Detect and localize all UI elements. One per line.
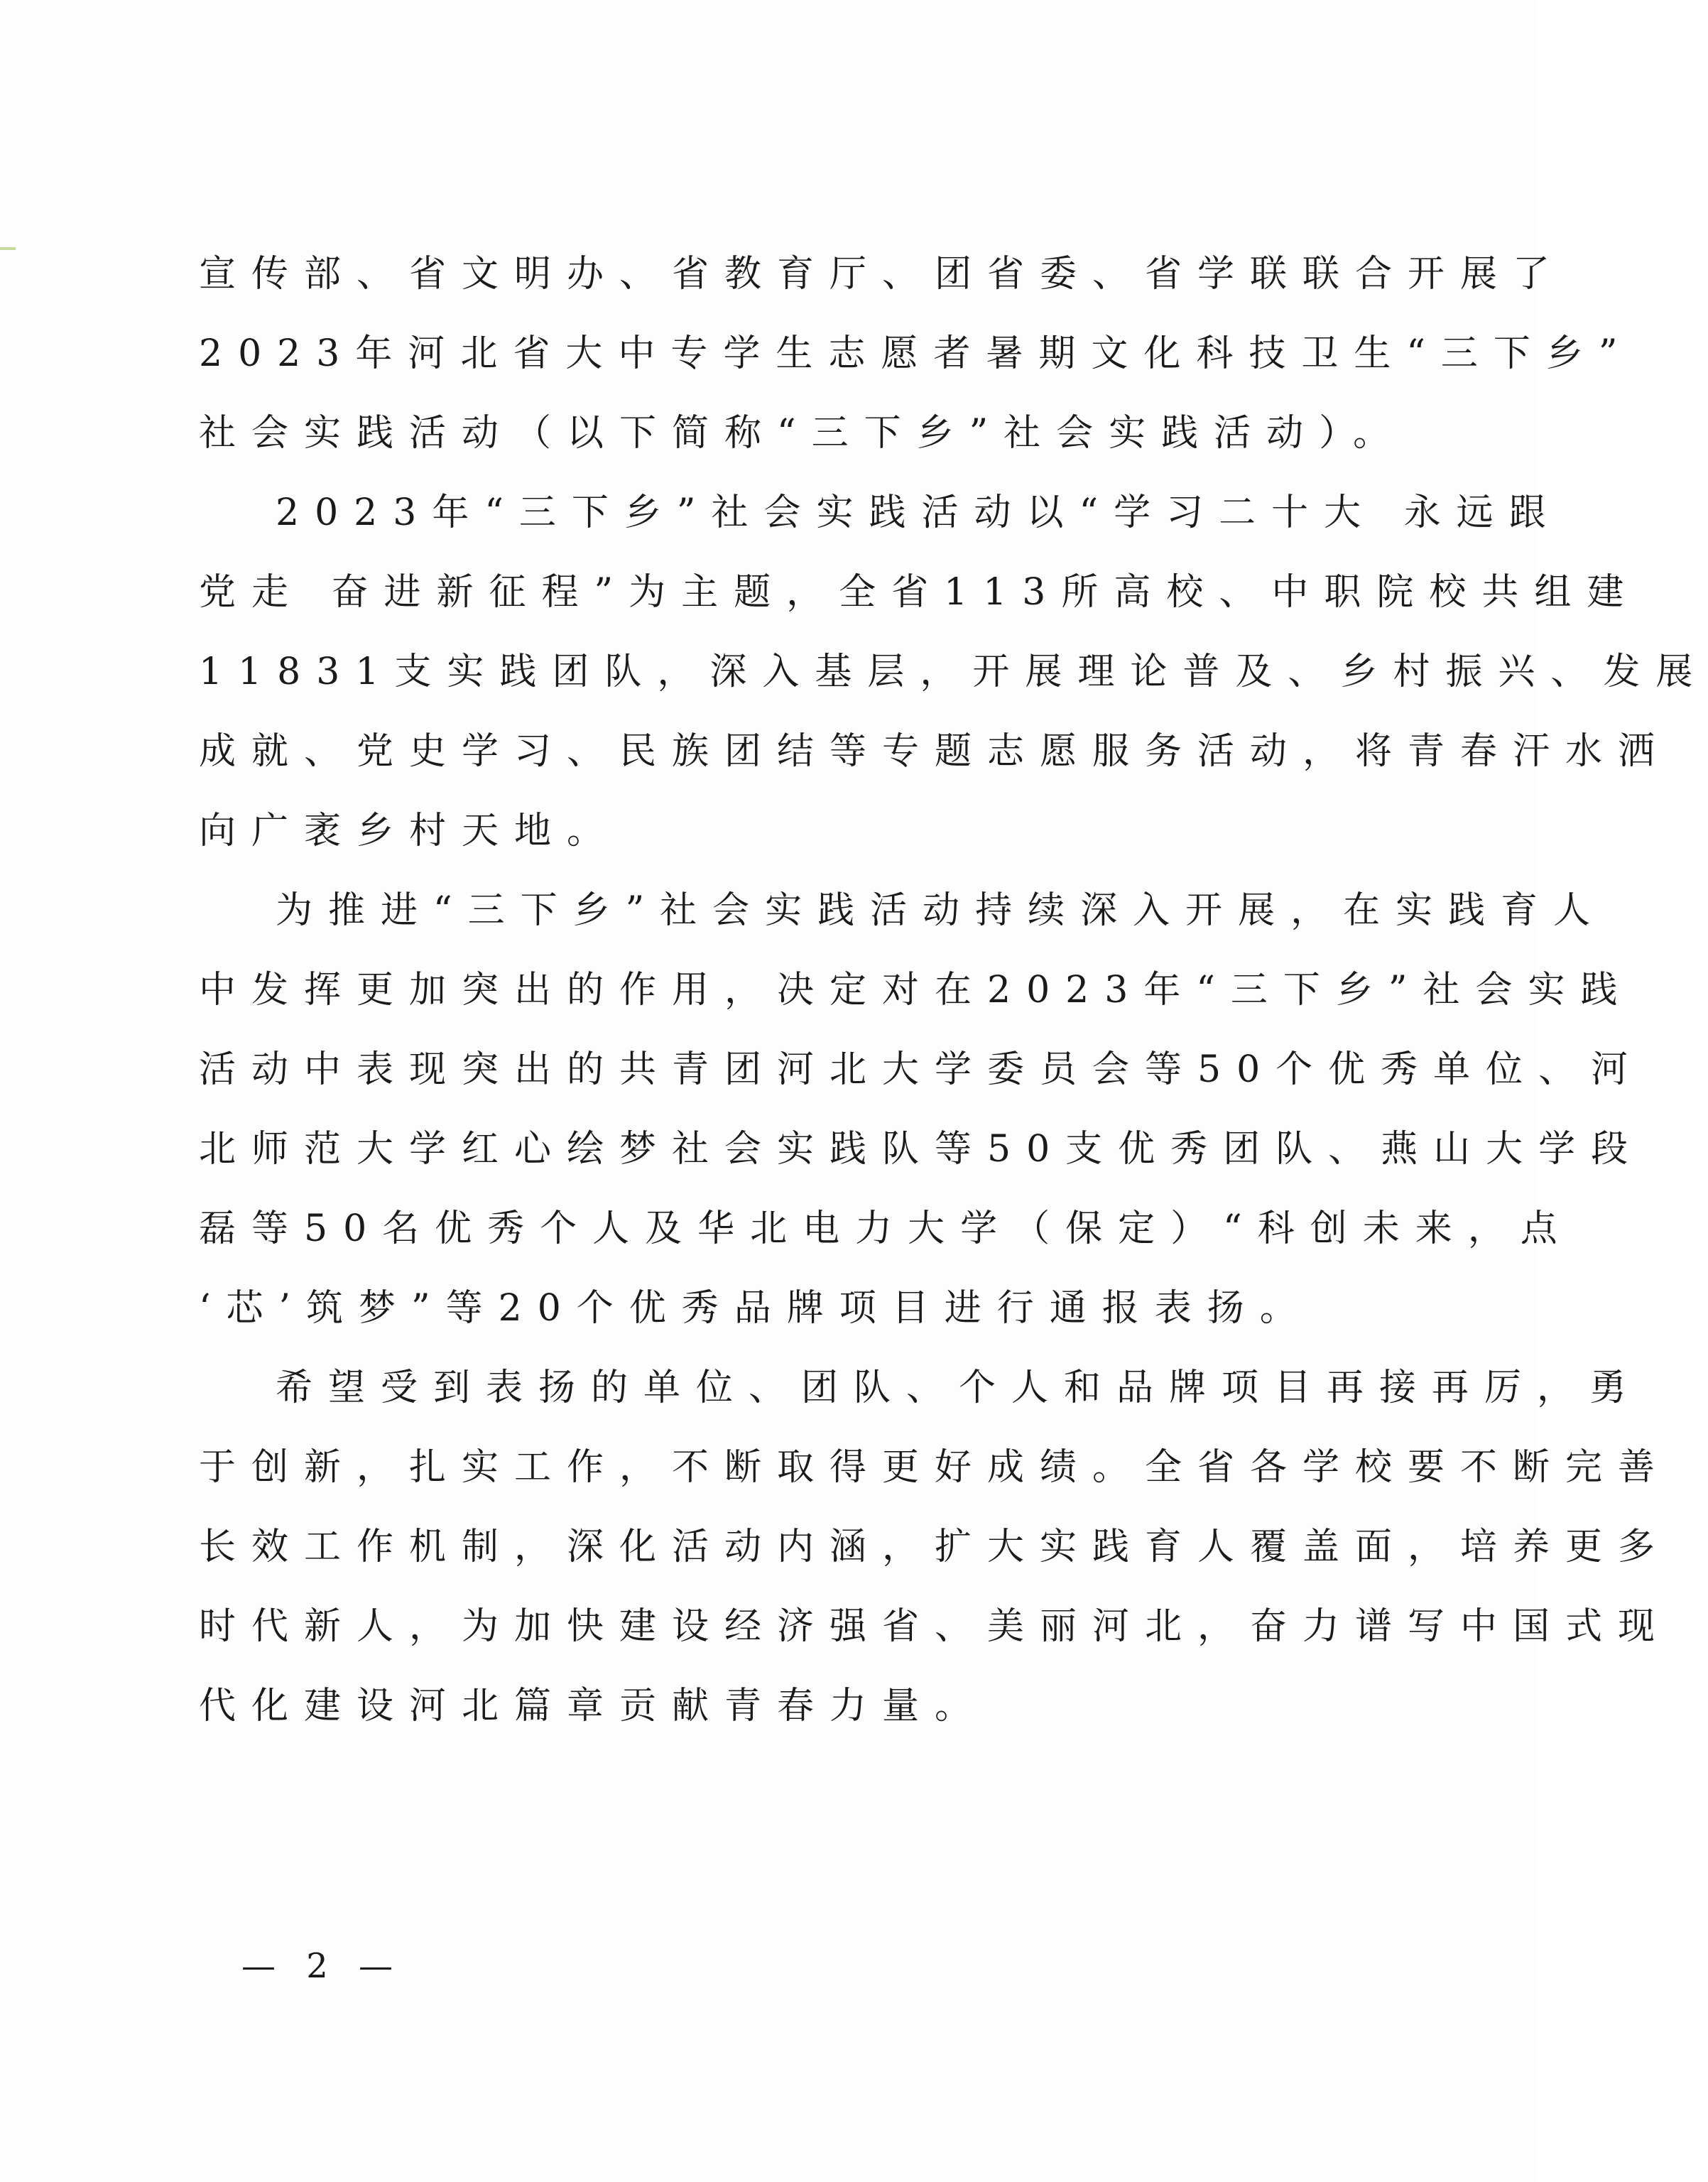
paragraph-2-line-3: 11831支实践团队，深入基层，开展理论普及、乡村振兴、发展 [199, 651, 1708, 693]
paragraph-3-line-5: 磊等50名优秀个人及华北电力大学（保定）“科创未来，点 [199, 1207, 1573, 1250]
paragraph-2-line-1: 2023年“三下乡”社会实践活动以“学习二十大 永远跟 [276, 492, 1562, 534]
paragraph-2-line-4: 成就、党史学习、民族团结等专题志愿服务活动，将青春汗水洒 [199, 730, 1671, 773]
paragraph-1-line-2: 2023年河北省大中专学生志愿者暑期文化科技卫生“三下乡” [199, 332, 1633, 375]
paragraph-4-line-1: 希望受到表扬的单位、团队、个人和品牌项目再接再厉，勇 [276, 1367, 1643, 1409]
paragraph-3-line-6: ‘芯’筑梦”等20个优秀品牌项目进行通报表扬。 [199, 1287, 1312, 1330]
paragraph-1-line-1: 宣传部、省文明办、省教育厅、团省委、省学联联合开展了 [199, 253, 1566, 295]
page-number: — 2 — [241, 1946, 403, 1986]
scan-edge-mark [0, 247, 16, 250]
paragraph-3-line-2: 中发挥更加突出的作用，决定对在2023年“三下乡”社会实践 [199, 969, 1633, 1011]
paragraph-4-line-2: 于创新，扎实工作，不断取得更好成绩。全省各学校要不断完善 [199, 1446, 1671, 1489]
paragraph-1-line-3: 社会实践活动（以下简称“三下乡”社会实践活动）。 [199, 412, 1406, 455]
paragraph-4-line-5: 代化建设河北篇章贡献青春力量。 [199, 1685, 988, 1727]
paragraph-3-line-4: 北师范大学红心绘梦社会实践队等50支优秀团队、燕山大学段 [199, 1128, 1644, 1171]
paragraph-2-line-2: 党走 奋进新征程”为主题，全省113所高校、中职院校共组建 [199, 571, 1640, 614]
paragraph-3-line-1: 为推进“三下乡”社会实践活动持续深入开展，在实践育人 [276, 889, 1606, 932]
paragraph-2-line-5: 向广袤乡村天地。 [199, 810, 620, 852]
paragraph-4-line-4: 时代新人，为加快建设经济强省、美丽河北，奋力谱写中国式现 [199, 1605, 1671, 1648]
document-body [199, 234, 1708, 1746]
paragraph-3-line-3: 活动中表现突出的共青团河北大学委员会等50个优秀单位、河 [199, 1048, 1644, 1091]
paragraph-4-line-3: 长效工作机制，深化活动内涵，扩大实践育人覆盖面，培养更多 [199, 1526, 1671, 1568]
